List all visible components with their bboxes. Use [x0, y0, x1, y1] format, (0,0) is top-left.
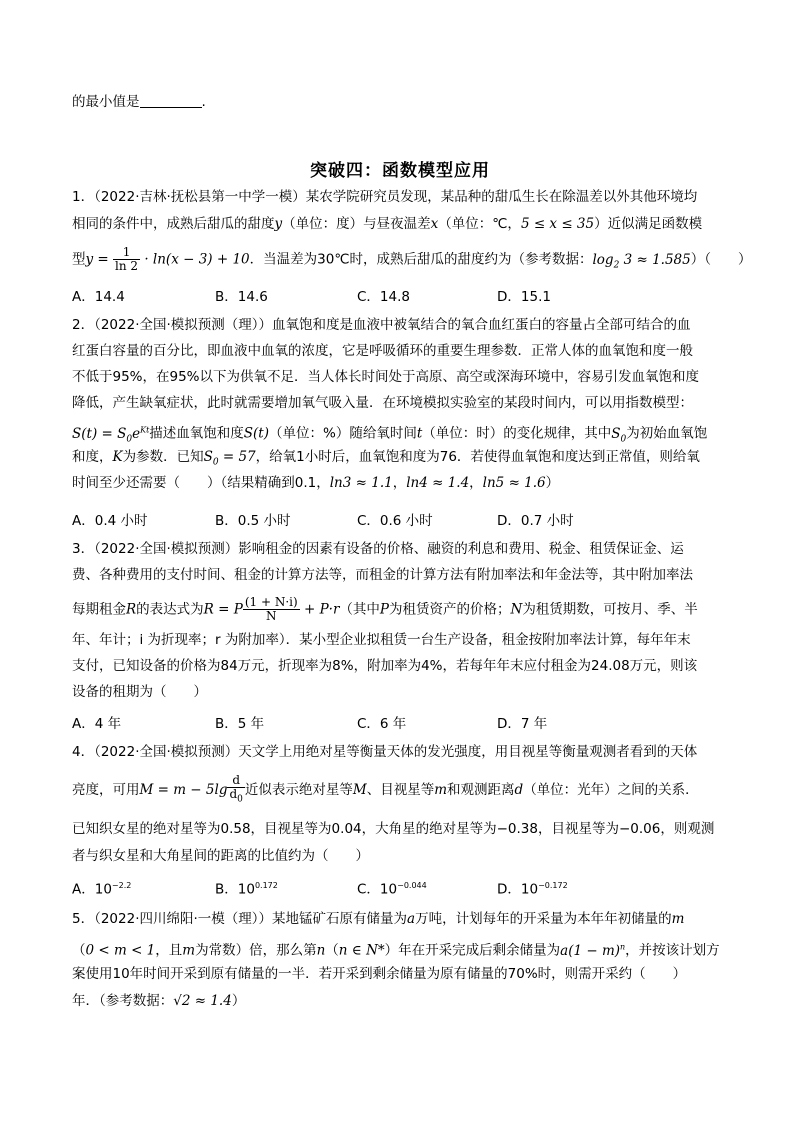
- q3-line-6: 设备的租期为（ ）: [72, 684, 207, 700]
- q2-line-6: 和度，K为参数．已知$S_0 = 57$，给氧1小时后，血氧饱和度为76．若使得血氧饱和度达到正常值，则给氧: [72, 449, 700, 468]
- q4-line-2: 亮度，可用M = m − 5lg $\frac{d}{d_0}$ 近似表示绝对星等M、目视星等m和观测距离d（单位：光年）之间的关系．: [72, 773, 699, 805]
- q3-line-1: 3．（2022·全国·模拟预测）影响租金的因素有设备的价格、融资的利息和费用、税金、租赁保证金、运: [72, 541, 684, 557]
- previous-question-tail: 的最小值是 .: [72, 94, 206, 110]
- q5-line-2: （0 < m < 1，且m为常数）倍，那么第n（n ∈ N*）年在开采完成后剩余储量为$a(1 - m)^n$，并按该计划方: [72, 942, 720, 959]
- q2-line-7: 时间至少还需要（ ）（结果精确到0.1，ln3 ≈ 1.1，ln4 ≈ 1.4，ln5 ≈ 1.6）: [72, 475, 560, 491]
- q3-line-5: 支付，已知设备的价格为84万元，折现率为8%，附加率为4%，若每年年末应付租金为24.08万元，则该: [72, 658, 698, 674]
- q5-line-4: 年．（参考数据：√2 ≈ 1.4）: [72, 993, 246, 1009]
- q3-line-4: 年、年计；i 为折现率；r 为附加率）．某小型企业拟租赁一台生产设备，租金按附加率法计算，每年年末: [72, 632, 691, 648]
- q4-line-1: 4．（2022·全国·模拟预测）天文学上用绝对星等衡量天体的发光强度，用目视星等衡量观测者看到的天体: [72, 744, 698, 760]
- q5-line-1: 5．（2022·四川绵阳·一模（理））某地锰矿石原有储量为a万吨，计划每年的开采量为本年年初储量的m: [72, 911, 685, 927]
- q3-line-2: 费、各种费用的支付时间、租金的计算方法等，而租金的计算方法有附加率法和年金法等，其中附加率法: [72, 567, 693, 583]
- q2-line-3: 不低于95%，在95%以下为供氧不足．当人体长时间处于高原、高空或深海环境中，容易引发血氧饱和度: [72, 369, 700, 385]
- q1-option-d[interactable]: D．15.1: [497, 289, 551, 305]
- q2-line-5: $S(t) = S_0e^{Kt}$描述血氧饱和度S(t)（单位：%）随给氧时间t（单位：时）的变化规律，其中$S_0$为初始血氧饱: [72, 425, 708, 445]
- q4-option-a[interactable]: A．$10^{-2.2}$: [72, 881, 132, 898]
- q4-option-c[interactable]: C．$10^{-0.044}$: [357, 881, 427, 898]
- q1-option-a[interactable]: A．14.4: [72, 289, 125, 305]
- q1-option-b[interactable]: B．14.6: [215, 289, 268, 305]
- q1-line-2: 相同的条件中，成熟后甜瓜的甜度y（单位：度）与昼夜温差x（单位：℃，5 ≤ x ≤ 35）近似满足函数模: [72, 216, 703, 232]
- q3-option-c[interactable]: C．6 年: [357, 716, 407, 732]
- q3-line-3: 每期租金R的表达式为R = P $\frac{(1 + N\cdot i)}{N}$ + P·r（其中P为租赁资产的价格；N为租赁期数，可按月、季、半: [72, 595, 698, 623]
- q2-option-a[interactable]: A．0.4 小时: [72, 513, 148, 529]
- q2-line-4: 降低，产生缺氧症状，此时就需要增加氧气吸入量．在环境模拟实验室的某段时间内，可以用指数模型：: [72, 395, 693, 411]
- q2-line-2: 红蛋白容量的百分比，即血液中血氧的浓度，它是呼吸循环的重要生理参数．正常人体的血氧饱和度一般: [72, 343, 693, 359]
- q4-option-b[interactable]: B．$10^{0.172}$: [215, 881, 278, 898]
- q2-option-d[interactable]: D．0.7 小时: [497, 513, 574, 529]
- q3-option-b[interactable]: B．5 年: [215, 716, 265, 732]
- q2-line-1: 2．（2022·全国·模拟预测（理））血氧饱和度是血液中被氧结合的氧合血红蛋白的容量占全部可结合的血: [72, 317, 691, 333]
- answer-blank[interactable]: [140, 93, 202, 108]
- q3-option-d[interactable]: D．7 年: [497, 716, 548, 732]
- q5-line-3: 案使用10年时间开采到原有储量的一半．若开采到剩余储量为原有储量的70%时，则需开采约（ ）: [72, 966, 687, 982]
- min-value-text: 的最小值是: [72, 94, 140, 110]
- q1-option-c[interactable]: C．14.8: [357, 289, 410, 305]
- q3-option-a[interactable]: A．4 年: [72, 716, 122, 732]
- q4-line-3: 已知织女星的绝对星等为0.58，目视星等为0.04，大角星的绝对星等为−0.38，目视星等为−0.06，则观测: [72, 821, 715, 837]
- section-title: 突破四：函数模型应用: [310, 161, 490, 181]
- q1-line-1: 1．（2022·吉林·抚松县第一中学一模）某农学院研究员发现，某品种的甜瓜生长在除温差以外其他环境均: [72, 189, 698, 205]
- q2-option-b[interactable]: B．0.5 小时: [215, 513, 291, 529]
- q4-option-d[interactable]: D．$10^{-0.172}$: [497, 881, 568, 898]
- q2-option-c[interactable]: C．0.6 小时: [357, 513, 433, 529]
- q4-line-4: 者与织女星和大角星间的距离的比值约为（ ）: [72, 848, 369, 864]
- q1-line-3: 型y = $\frac{1}{\ln 2}$ · ln(x − 3) + 10．当温差为30℃时，成熟后甜瓜的甜度约为（参考数据：$\log_2 3 \approx 1.585$）（ ）: [72, 245, 752, 273]
